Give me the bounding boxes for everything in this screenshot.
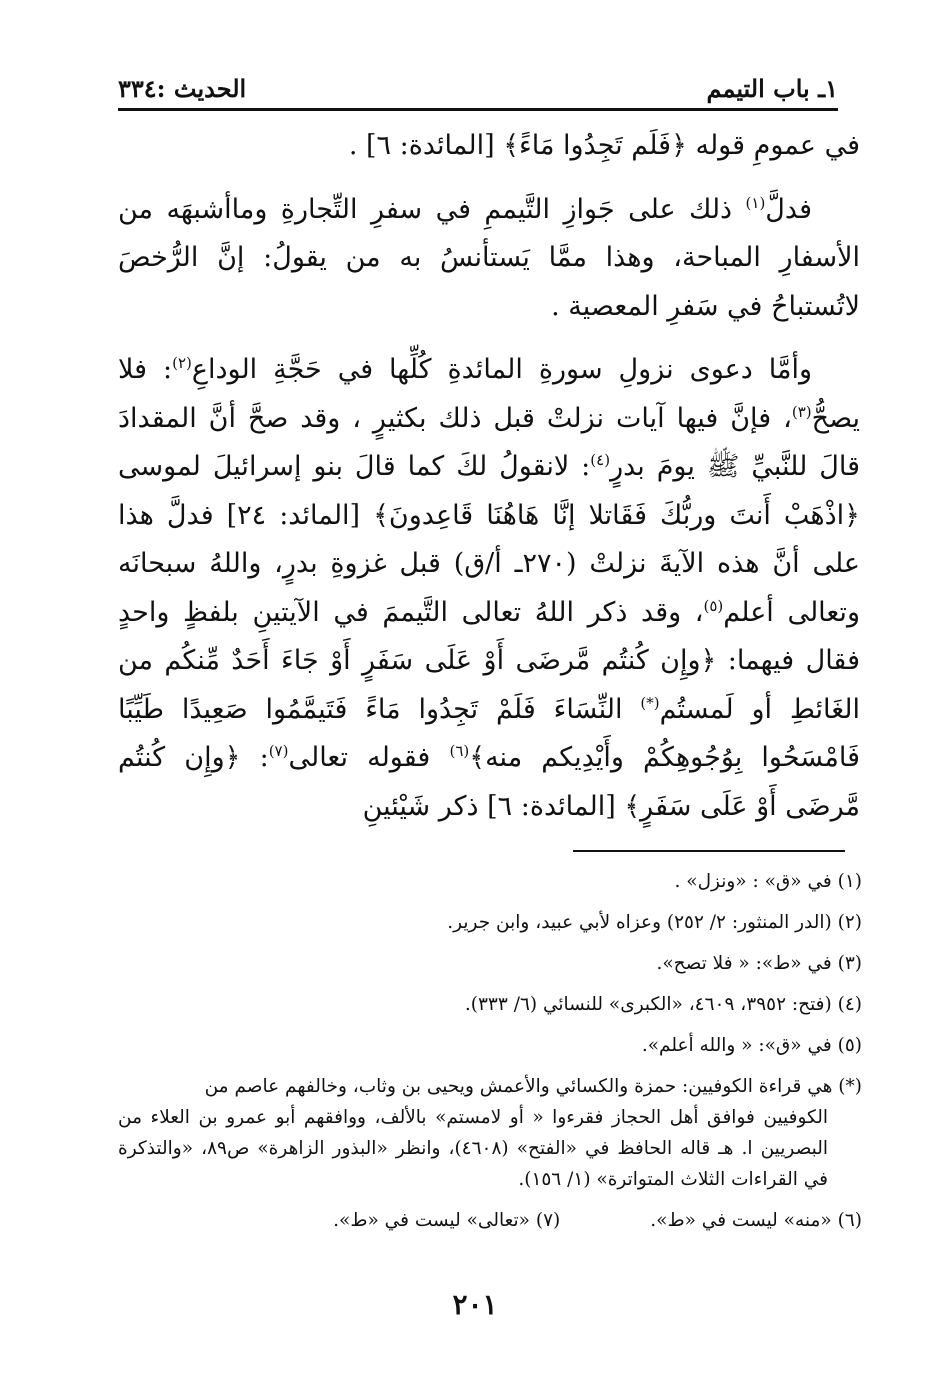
paragraph-3-text-f: النِّسَاءَ فَلَمْ تَجِدُوا مَاءً فَتَيمَّمُوا صَعِيدًا طَيِّبًا فَامْسَحُوا بِوُجُوهِكُمْ وأَيْدِيكم منه﴾: [118, 693, 860, 773]
footnote-ref-6: (٦): [449, 742, 470, 760]
footnote-5: (٥) في «ق»: « والله أعلم».: [641, 1035, 862, 1056]
paragraph-2-text-a: فدلَّ: [765, 193, 812, 225]
paragraph-3-text-c: ، فإنَّ فيها آيات نزلتْ قبل ذلك بكثيرٍ ، وقد صحَّ أنَّ المقدادَ قالَ للنَّبيِّ ﷺ يومَ بدرٍ: [118, 402, 860, 482]
chapter-title: ١ـ باب التيمم: [706, 73, 838, 103]
hadith-number: الحديث :٣٣٤: [118, 73, 247, 103]
paragraph-3-text-e: ، وقد ذكر اللهُ تعالى التَّيممَ في الآيتينِ بلفظٍ واحدٍ فقال فيهما: ﴿وإِن كُنتُم مَّرضَى أَوْ عَلَى سَفَرٍ أَوْ جَاءَ أَحَدٌ مِّنكُم من الغَائطِ أو لَمستُم: [118, 596, 860, 725]
footnote-ref-1: (١): [745, 193, 766, 212]
footnote-star-continuation: الكوفيين فوافق أهل الحجاز فقرءوا « أو لامستم» بالألف، ووافقهم أبو عمرو بن العلاء من البصريين ا. هـ قاله الحافظ في «الفتح» (٤٦٠٨)، وانظر «البذور الزاهرة» ص٨٩، «والتذكرة في القراءات الثلاث المتواترة» (١/ ١٥٦).: [118, 1107, 828, 1190]
paragraph-3-text-a: وأمَّا دعوى نزولِ سورةِ المائدةِ كُلِّها في حَجَّةِ الوداعِ: [191, 354, 812, 385]
footnote-2: (٢) (الدر المنثور: ٢/ ٢٥٢) وعزاه لأبي عبيد، وابن جرير.: [447, 912, 862, 933]
footnote-star-line-1: (*) هي قراءة الكوفيين: حمزة والكسائي والأعمش ويحيى بن وثاب، وخالفهم عاصم من: [204, 1076, 862, 1097]
footnote-7: (٧) «تعالى» ليست في «ط».: [333, 1210, 561, 1231]
footnote-3: (٣) في «ط»: « فلا تصح».: [656, 953, 862, 974]
header-rule: [118, 108, 838, 111]
paragraph-3-text-g: فقوله تعالى: [288, 742, 450, 773]
paragraph-3-text-b: : فلا يصحُّ: [118, 354, 860, 434]
paragraph-1-text: في عمومِ قوله ﴿فَلَم تَجِدُوا مَاءً﴾ [المائدة: ٦] .: [348, 130, 860, 161]
footnote-4: (٤) (فتح: ٣٩٥٢، ٤٦٠٩، «الكبرى» للنسائي (٦/ ٣٣٣).: [464, 994, 862, 1015]
footnotes: [118, 866, 862, 1236]
footnote-star: [118, 1071, 862, 1195]
paragraph-2-indent: [812, 194, 860, 225]
footnote-1: (١) في «ق» : «ونزل» .: [674, 871, 862, 892]
footnote-row-6-7: [118, 1205, 862, 1236]
footnote-6: (٦) «منه» ليست في «ط».: [650, 1210, 862, 1231]
main-text: [118, 122, 860, 831]
paragraph-3-text-d: : لانقولُ لكَ كما قالَ بنو إسرائيلَ لموسى ﴿اذْهَبْ أَنتَ وربُّكَ فَقَاتلا إنَّا هَاهُنَا قَاعِدونَ﴾ [المائد: ٢٤] فدلَّ هذا على أنَّ هذه الآيةَ نزلتْ (٢٧٠ـ أ/ق) قبل غزوةِ بدرٍ، واللهُ سبحانَه وتعالى أعلم: [118, 451, 860, 628]
footnote-ref-3: (٣): [791, 402, 812, 421]
footnote-ref-star: (*): [640, 693, 660, 712]
paragraph-3-indent: [812, 354, 860, 385]
page-number: ٢٠١: [452, 1288, 498, 1321]
footnote-ref-7: (٧): [268, 742, 289, 760]
paragraph-3-text-h: : ﴿وإِن كُنتُم مَّرضَى أَوْ عَلَى سَفَرٍ﴾ [المائدة: ٦] ذكر شَيْئينِ: [118, 742, 860, 822]
footnote-ref-2: (٢): [172, 354, 192, 372]
footnote-ref-5: (٥): [703, 596, 724, 615]
paragraph-2: [118, 186, 860, 332]
paragraph-1: [118, 122, 860, 171]
footnote-separator: [573, 850, 845, 852]
running-header: [118, 70, 838, 106]
paragraph-3: [118, 346, 860, 831]
footnote-ref-4: (٤): [590, 451, 611, 469]
paragraph-2-text-b: ذلك على جَوازِ التَّيممِ في سفرِ التِّجارةِ وماأشبهَه من الأسفارِ المباحة، وهذا ممَّا يَستأنسُ به من يقولُ: إنَّ الرُّخصَ لاتُستباحُ في سَفرِ المعصية .: [118, 193, 860, 322]
